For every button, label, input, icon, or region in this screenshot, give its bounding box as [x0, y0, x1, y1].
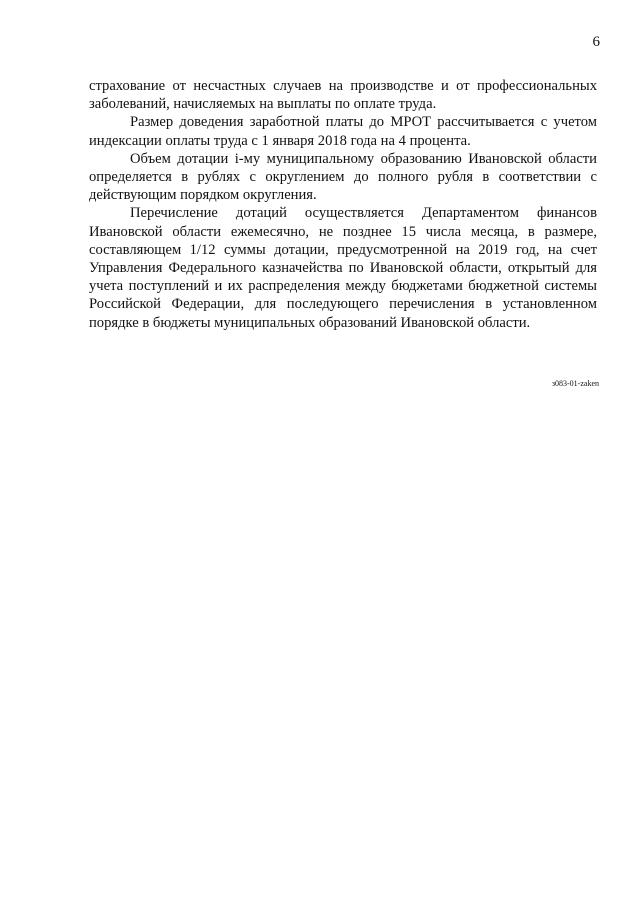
body-text	[89, 77, 597, 332]
page-number: 6	[592, 34, 600, 50]
document-code: з083-01-zaken	[551, 379, 599, 388]
paragraph-subsidy-transfer: Перечисление дотаций осуществляется Департаментом финансов Ивановской области ежемесячно, не позднее 15 числа месяца, в размере, составляющем 1/12 суммы дотации, предусмотренной на 2019 год, на счет Управления Федерального казначейства по Ивановской области, открытый для учета поступлений и их распределения между бюджетами бюджетной системы Российской Федерации, для последующего перечисления в установленном порядке в бюджеты муниципальных образований Ивановской области.	[89, 205, 597, 331]
paragraph-subsidy-rounding: Объем дотации i-му муниципальному образованию Ивановской области определяется в рублях с округлением до полного рубля в соответствии с действующим порядком округления.	[89, 150, 597, 204]
paragraph-continuation: страхование от несчастных случаев на производстве и от профессиональных заболеваний, начисляемых на выплаты по оплате труда.	[89, 78, 597, 113]
paragraph-mrot-indexation: Размер доведения заработной платы до МРОТ рассчитывается с учетом индексации оплаты труда с 1 января 2018 года на 4 процента.	[89, 114, 597, 149]
